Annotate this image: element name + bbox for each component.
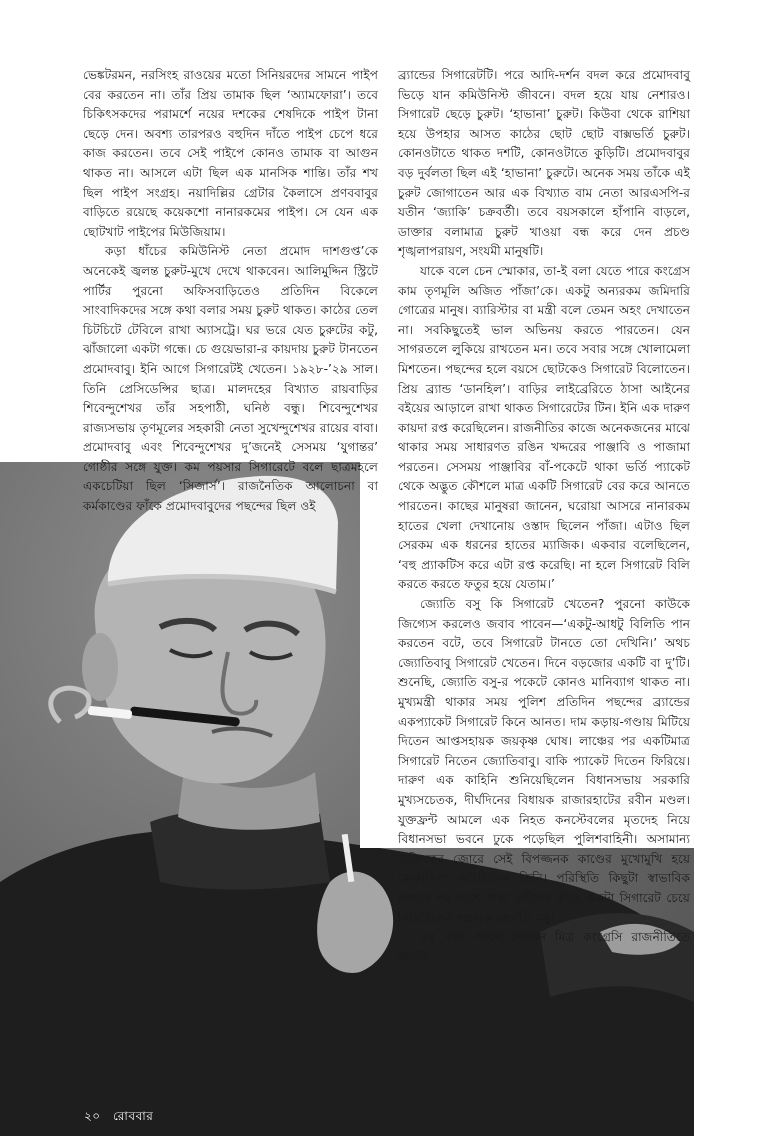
- right-text-column: [398, 66, 690, 964]
- magazine-name: রোববার: [112, 1109, 154, 1123]
- ear: [82, 633, 118, 701]
- paragraph: ব্র্যান্ডের সিগারেটটি। পরে আদি-দর্শন বদল করে প্রমোদবাবু ভিড়ে যান কমিউনিস্ট জীবনে। বদল হয়ে যায় নেশারও। সিগারেট ছেড়ে চুরুট। ‘হাভানা’ চুরুট। কিউবা থেকে রাশিয়া হয়ে উপহার আসত কাঠের ছোট ছোট বাক্সভর্তি চুরুট। কোনওটাতে থাকত দশটি, কোনওটাতে কুড়িটি। প্রমোদবাবুর বড় দুর্বলতা ছিল এই ‘হাভানা’ চুরুটে। অনেক সময় তাঁকে এই চুরুট জোগাতেন আর এক বিখ্যাত বাম নেতা আরএসপি-র যতীন ‘জ্যাকি’ চক্রবর্তী। তবে বয়সকালে হাঁপানি বাড়লে, ডাক্তার বলামাত্র চুরুট খাওয়া বন্ধ করে দেন প্রচণ্ড শৃঙ্খলাপরায়ণ, সংযমী মানুষটি।: [398, 68, 690, 259]
- page-footer: [84, 1108, 153, 1128]
- left-text-column: [83, 66, 378, 514]
- smoke: [51, 688, 89, 722]
- paragraph: ভেঙ্কটরমন, নরসিংহ রাওয়ের মতো সিনিয়রদের সামনে পাইপ বের করতেন না। তাঁর প্রিয় তামাক ছিল ‘অ্যামফোরা’। তবে চিকিৎসকদের পরামর্শে নয়ের দশকের শেষদিকে পাইপ টানা ছেড়ে দেন। অবশ্য তারপরও বহুদিন দাঁতে পাইপ চেপে ধরে কাজ করতেন। তবে সেই পাইপে কোনও তামাক বা আগুন থাকত না। আসলে এটা ছিল এক মানসিক শান্তি। তাঁর শখ ছিল পাইপ সংগ্রহ। নয়াদিল্লির গ্রেটার কৈলাসে প্রণববাবুর বাড়িতে রয়েছে কয়েকশো নানারকমের পাইপ। সে যেন এক ছোটখাট পাইপের মিউজিয়াম।: [83, 68, 378, 239]
- page-number: ২০: [84, 1109, 101, 1123]
- paragraph: যাকে বলে চেন স্মোকার, তা-ই বলা যেতে পারে কংগ্রেস কাম তৃণমূলি অজিত পাঁজা’কে। একটু অন্যরকম জমিদারি গোত্রের মানুষ। ব্যারিস্টার বা মন্ত্রী বলে তেমন অহং দেখাতেন না। সবকিছুতেই ভাল অভিনয় করতে পারতেন। যেন সাগরতলে লুকিয়ে রাখতেন মন। তবে সবার সঙ্গে খোলামেলা মিশতেন। পছন্দের হলে বয়সে ছোটকেও সিগারেট বিলোতেন। প্রিয় ব্র্যান্ড ‘ডানহিল’। বাড়ির লাইব্রেরিতে ঠাসা আইনের বইয়ের আড়ালে রাখা থাকত সিগারেটের টিন। ইনি এক দারুণ কায়দা রপ্ত করেছিলেন। রাজনীতির কাজে অনেকজনের মাঝে থাকার সময় সাধারণত রঙিন খদ্দরের পাঞ্জাবি ও পাজামা পরতেন। সেসময় পাঞ্জাবির বাঁ-পকেটে থাকা ভর্তি প্যাকেট থেকে অদ্ভুত কৌশলে মাত্র একটি সিগারেট বের করে আনতে পারতেন। কাছের মানুষরা জানেন, ঘরোয়া আসরে নানারকম হাতের খেলা দেখানোয় ওস্তাদ ছিলেন পাঁজা। এটাও ছিল সেরকম এক ধরনের হাতের ম্যাজিক। একবার বলেছিলেন, ‘বহু প্র্যাকটিস করে এটা রপ্ত করেছি। না হলে সিগারেট বিলি করতে করতে ফতুর হয়ে যেতাম।’: [398, 263, 690, 592]
- paragraph: জ্যোতি বসু কি সিগারেট খেতেন? পুরনো কাউকে জিগ্যেস করলেও জবাব পাবেন—‘একটু-আধটু বিলিতি পান করতেন বটে, তবে সিগারেট টানতে তো দেখিনি।’ অথচ জ্যোতিবাবু সিগারেট খেতেন। দিনে বড়জোর একটি বা দু’টি। শুনেছি, জ্যোতি বসু-র পকেটে কোনও মানিব্যাগ থাকত না। মুখ্যমন্ত্রী থাকার সময় পুলিশ প্রতিদিন পছন্দের ব্র্যান্ডের একপ্যাকেট সিগারেট কিনে আনত। দাম কড়ায়-গণ্ডায় মিটিয়ে দিতেন আপ্তসহায়ক জয়কৃষ্ণ ঘোষ। লাঞ্চের পর একটিমাত্র সিগারেট নিতেন জ্যোতিবাবু। বাকি প্যাকেট দিতেন ফিরিয়ে। দারুণ এক কাহিনি শুনিয়েছিলেন বিধানসভায় সরকারি মুখ্যসচেতক, দীর্ঘদিনের বিধায়ক রাজারহাটের রবীন মণ্ডল। যুক্তফ্রন্ট আমলে এক নিহত কনস্টেবলের মৃতদেহ নিয়ে বিধানসভা ভবনে ঢুকে পড়েছিল পুলিশবাহিনী। অসামান্য ব্যক্তিত্বের জোরে সেই বিপজ্জনক কাণ্ডের মুখোমুখি হয়ে মোকাবিলা করেছিলেন তিনি। পরিস্থিতি কিছুটা স্বাভাবিক হওয়ার পর পাশে থাকা রবীনের কাছে একটা সিগারেট চেয়ে নিয়েছিলেন স্বল্পবাক্‌ জ্যোতি বসু।: [398, 597, 690, 925]
- paragraph: ৪৫ বছর আগে সোমেন মিত্র কংগ্রেসি রাজনীতিতে অতটা: [398, 930, 690, 964]
- paragraph: কড়া ধাঁচের কমিউনিস্ট নেতা প্রমোদ দাশগুপ্ত’কে অনেকেই জ্বলন্ত চুরুট-মুখে দেখে থাকবেন। আলিমুদ্দিন স্ট্রিটে পার্টির পুরনো অফিসবাড়িতেও প্রতিদিন বিকেলে সাংবাদিকদের সঙ্গে কথা বলার সময় চুরুট থাকত। কাঠের তেল চিটচিটে টেবিলে রাখা অ্যাসট্রে। ঘর ভরে যেত চুরুটের কটু, ঝাঁজালো একটা গন্ধে। চে গুয়েভারা-র কায়দায় চুরুট টানতেন প্রমোদবাবু। ইনি আগে সিগারেটই খেতেন। ১৯২৮-’২৯ সাল। তিনি প্রেসিডেন্সির ছাত্র। মালদহের বিখ্যাত রায়বাড়ির শিবেন্দুশেখর তাঁর সহপাঠী, ঘনিষ্ঠ বন্ধু। শিবেন্দুশেখর রাজ্যসভায় তৃণমূলের সহকারী নেতা সুখেন্দুশেখর রায়ের বাবা। প্রমোদবাবু এবং শিবেন্দুশেখর দু’জনেই সেসময় ‘যুগান্তর’ গোষ্ঠীর সঙ্গে যুক্ত। কম পয়সার সিগারেটে বলে ছাত্রমহলে একচেটিয়া ছিল ‘সিজার্স’। রাজনৈতিক আলোচনা বা কর্মকাণ্ডের ফাঁকে প্রমোদবাবুদের পছন্দের ছিল ওই: [83, 244, 378, 514]
